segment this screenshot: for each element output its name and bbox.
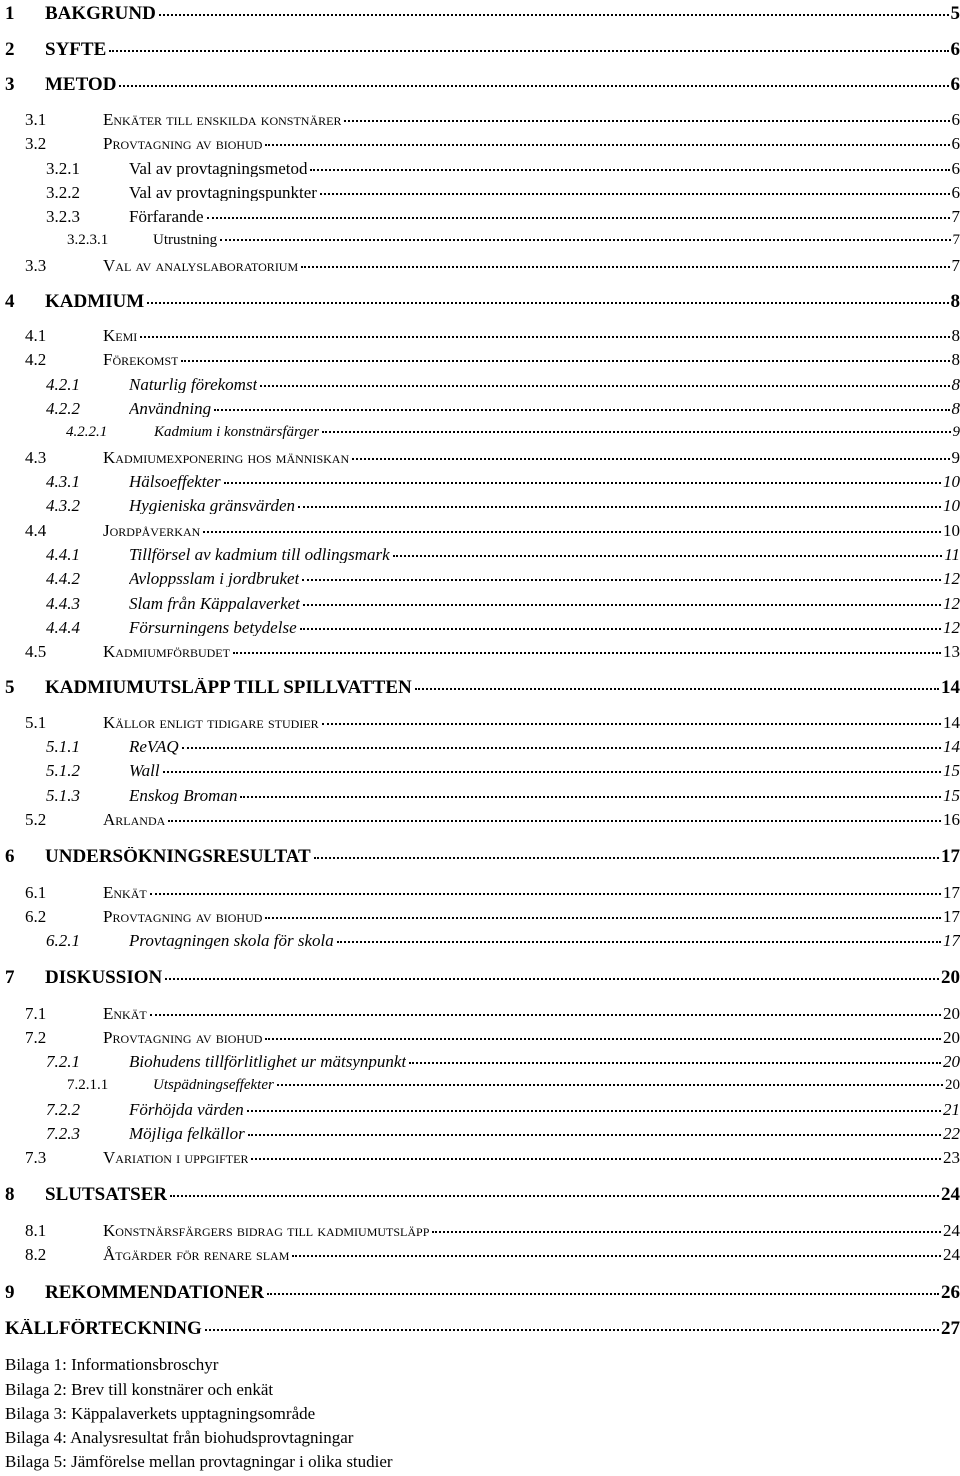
section-number: 3 xyxy=(5,74,15,95)
section-title: Provtagningen skola för skola xyxy=(129,932,334,949)
toc-entry[interactable] xyxy=(0,1246,960,1263)
appendix-item: Bilaga 4: Analysresultat från biohudsprovtagningar xyxy=(5,1428,354,1447)
section-title: Kadmiumexponering hos människan xyxy=(103,449,350,466)
toc-entry[interactable] xyxy=(0,75,960,94)
dot-leader xyxy=(205,1329,939,1331)
section-title: Kadmiumförbudet xyxy=(103,643,230,660)
page-number: 20 xyxy=(943,1052,960,1071)
page-number: 21 xyxy=(943,1100,960,1119)
section-title: Jordpåverkan xyxy=(103,522,201,539)
page-number: 15 xyxy=(943,761,960,780)
dot-leader xyxy=(147,302,948,304)
toc-entry[interactable] xyxy=(0,678,960,697)
section-title: Provtagning av biohud xyxy=(103,1029,263,1046)
dot-leader xyxy=(182,747,941,749)
section-number: 4.4 xyxy=(25,521,47,540)
section-title: ReVAQ xyxy=(129,738,179,755)
toc-entry[interactable] xyxy=(0,968,960,987)
page-number: 8 xyxy=(951,399,960,418)
dot-leader xyxy=(409,1062,941,1064)
section-number: 4.3 xyxy=(25,448,47,467)
section-title: Källor enligt tidigare studier xyxy=(103,714,319,731)
page-number: 27 xyxy=(941,1318,960,1339)
section-title: DISKUSSION xyxy=(45,968,163,987)
section-title: Val av provtagningspunkter xyxy=(129,184,317,201)
page-number: 8 xyxy=(951,350,960,369)
dot-leader xyxy=(298,506,941,508)
section-number: 1 xyxy=(5,3,15,24)
section-title: Utspädningseffekter xyxy=(153,1078,274,1093)
section-title: Val av provtagningsmetod xyxy=(129,160,308,177)
toc-entry[interactable] xyxy=(0,184,960,201)
section-number: 3.3 xyxy=(25,256,47,275)
section-number: 7.3 xyxy=(25,1148,47,1167)
section-number: 3.2.1 xyxy=(46,159,80,178)
toc-entry[interactable] xyxy=(0,619,960,636)
page-number: 7 xyxy=(951,256,960,275)
section-title: Enkät xyxy=(103,884,147,901)
section-title: SYFTE xyxy=(45,40,107,59)
appendix-item: Bilaga 5: Jämförelse mellan provtagningar i olika studier xyxy=(5,1452,393,1471)
section-title: METOD xyxy=(45,75,117,94)
toc-entry[interactable] xyxy=(0,847,960,866)
section-title: Naturlig förekomst xyxy=(129,376,258,393)
page-number: 6 xyxy=(951,110,960,129)
section-title: Wall xyxy=(129,762,160,779)
page-number: 20 xyxy=(943,1004,960,1023)
dot-leader xyxy=(170,1195,939,1197)
dot-leader xyxy=(301,266,949,268)
dot-leader xyxy=(303,604,941,606)
toc-entry[interactable] xyxy=(0,1149,960,1166)
dot-leader xyxy=(415,688,939,690)
dot-leader xyxy=(352,458,949,460)
section-title: Kemi xyxy=(103,327,138,344)
section-title: Förhöjda värden xyxy=(129,1101,244,1118)
section-number: 6.2 xyxy=(25,907,47,926)
dot-leader xyxy=(248,1134,941,1136)
section-number: 4.4.1 xyxy=(46,545,80,564)
appendix-item: Bilaga 1: Informationsbroschyr xyxy=(5,1355,219,1374)
section-number: 5.1.3 xyxy=(46,786,80,805)
dot-leader xyxy=(214,409,949,411)
page-number: 10 xyxy=(943,472,960,491)
page-number: 14 xyxy=(943,737,960,756)
toc-entry[interactable] xyxy=(0,643,960,660)
toc-entry[interactable] xyxy=(0,787,960,804)
toc-entry[interactable] xyxy=(0,714,960,731)
section-title: Försurningens betydelse xyxy=(129,619,297,636)
page-number: 26 xyxy=(941,1282,960,1303)
section-title: UNDERSÖKNINGSRESULTAT xyxy=(45,847,311,866)
section-title: REKOMMENDATIONER xyxy=(45,1283,265,1302)
section-title: Variation i uppgifter xyxy=(103,1149,249,1166)
toc-entry[interactable] xyxy=(0,1185,960,1204)
dot-leader xyxy=(344,120,949,122)
appendix-item: Bilaga 3: Käppalaverkets upptagningsområde xyxy=(5,1404,316,1423)
dot-leader xyxy=(432,1231,941,1233)
section-title: Åtgärder för renare slam xyxy=(103,1246,290,1263)
page-number: 17 xyxy=(943,931,960,950)
toc-entry[interactable] xyxy=(0,1283,960,1302)
dot-leader xyxy=(224,482,941,484)
dot-leader xyxy=(109,50,948,52)
section-number: 4.5 xyxy=(25,642,47,661)
page-number: 23 xyxy=(943,1148,960,1167)
dot-leader xyxy=(251,1158,941,1160)
dot-leader xyxy=(314,857,939,859)
toc-entry[interactable] xyxy=(0,762,960,779)
page-number: 14 xyxy=(943,713,960,732)
page-number: 24 xyxy=(941,1184,960,1205)
section-number: 5.1.1 xyxy=(46,737,80,756)
page-number: 17 xyxy=(943,907,960,926)
dot-leader xyxy=(302,579,941,581)
page-number: 12 xyxy=(943,618,960,637)
dot-leader xyxy=(322,431,950,433)
page-number: 12 xyxy=(943,569,960,588)
section-title: Tillförsel av kadmium till odlingsmark xyxy=(129,546,390,563)
dot-leader xyxy=(140,336,949,338)
section-title: Utrustning xyxy=(153,233,218,248)
page-number: 10 xyxy=(943,521,960,540)
section-number: 4.4.2 xyxy=(46,569,80,588)
dot-leader xyxy=(267,1293,939,1295)
toc-entry[interactable] xyxy=(0,233,960,248)
section-title: BAKGRUND xyxy=(45,4,156,23)
toc-entry[interactable] xyxy=(0,425,960,440)
dot-leader xyxy=(265,917,941,919)
section-title: Slam från Käppalaverket xyxy=(129,595,300,612)
toc-entry[interactable] xyxy=(0,351,960,368)
section-title: Hygieniska gränsvärden xyxy=(129,497,296,514)
page-number: 17 xyxy=(943,883,960,902)
page-number: 12 xyxy=(943,594,960,613)
section-number: 7.2.3 xyxy=(46,1124,80,1143)
page-number: 6 xyxy=(951,134,960,153)
dot-leader xyxy=(207,217,950,219)
section-number: 4.3.2 xyxy=(46,496,80,515)
page-number: 20 xyxy=(943,1028,960,1047)
dot-leader xyxy=(220,239,950,241)
toc-entry[interactable] xyxy=(0,135,960,152)
section-title: Provtagning av biohud xyxy=(103,135,263,152)
toc-entry[interactable] xyxy=(0,327,960,344)
section-number: 7.2.2 xyxy=(46,1100,80,1119)
dot-leader xyxy=(260,385,949,387)
page-number: 24 xyxy=(943,1245,960,1264)
toc-entry[interactable] xyxy=(0,522,960,539)
section-title: Konstnärsfärgers bidrag till kadmiumutsläpp xyxy=(103,1222,430,1239)
section-number: 3.2.3 xyxy=(46,207,80,226)
section-title: Användning xyxy=(129,400,212,417)
dot-leader xyxy=(159,14,949,16)
section-number: 8 xyxy=(5,1184,15,1205)
toc-entry[interactable] xyxy=(0,1125,960,1142)
section-number: 8.2 xyxy=(25,1245,47,1264)
section-title: Provtagning av biohud xyxy=(103,908,263,925)
toc-entry[interactable] xyxy=(0,257,960,274)
section-number: 3.2.2 xyxy=(46,183,80,202)
toc-entry[interactable] xyxy=(0,400,960,417)
page-number: 13 xyxy=(943,642,960,661)
section-number: 3.2 xyxy=(25,134,47,153)
section-title: KADMIUMUTSLÄPP TILL SPILLVATTEN xyxy=(45,678,412,697)
dot-leader xyxy=(277,1084,943,1086)
toc-entry[interactable] xyxy=(0,1029,960,1046)
page-number: 5 xyxy=(950,3,960,24)
section-title: Förfarande xyxy=(129,208,204,225)
section-number: 3.2.3.1 xyxy=(67,232,109,248)
section-title: Avloppsslam i jordbruket xyxy=(129,570,300,587)
section-title: Val av analyslaboratorium xyxy=(103,257,299,274)
toc-entry[interactable] xyxy=(0,1053,960,1070)
toc-entry[interactable] xyxy=(0,908,960,925)
toc-entry[interactable] xyxy=(0,1005,960,1022)
page-number: 14 xyxy=(941,677,960,698)
section-number: 5.1.2 xyxy=(46,761,80,780)
section-number: 4.2.2 xyxy=(46,399,80,418)
dot-leader xyxy=(119,85,948,87)
page-number: 6 xyxy=(950,39,960,60)
dot-leader xyxy=(337,941,941,943)
toc-entry[interactable] xyxy=(0,376,960,393)
toc-entry[interactable] xyxy=(0,1101,960,1118)
toc-entry[interactable] xyxy=(0,160,960,177)
toc-entry[interactable] xyxy=(0,570,960,587)
section-number: 9 xyxy=(5,1282,15,1303)
section-number: 3.1 xyxy=(25,110,47,129)
appendix-item: Bilaga 2: Brev till konstnärer och enkät xyxy=(5,1380,274,1399)
section-number: 4.2.1 xyxy=(46,375,80,394)
section-number: 4.3.1 xyxy=(46,472,80,491)
section-number: 4.1 xyxy=(25,326,47,345)
section-title: KADMIUM xyxy=(45,292,145,311)
toc-entry[interactable] xyxy=(0,884,960,901)
section-number: 4.4.4 xyxy=(46,618,80,637)
dot-leader xyxy=(247,1110,941,1112)
section-title: Hälsoeffekter xyxy=(129,473,221,490)
dot-leader xyxy=(163,771,941,773)
section-number: 4.2.2.1 xyxy=(66,424,108,440)
section-number: 7.2.1.1 xyxy=(67,1077,109,1093)
page-number: 8 xyxy=(951,326,960,345)
dot-leader xyxy=(181,360,949,362)
page-number: 6 xyxy=(951,159,960,178)
page-number: 16 xyxy=(943,810,960,829)
page-number: 20 xyxy=(945,1077,960,1093)
dot-leader xyxy=(233,652,941,654)
section-number: 7.2 xyxy=(25,1028,47,1047)
toc-entry[interactable] xyxy=(0,932,960,949)
section-number: 5.1 xyxy=(25,713,47,732)
toc-entry[interactable] xyxy=(0,473,960,490)
section-number: 6.1 xyxy=(25,883,47,902)
toc-entry[interactable] xyxy=(0,1222,960,1239)
section-number: 4.2 xyxy=(25,350,47,369)
toc-entry[interactable] xyxy=(0,811,960,828)
page-number: 10 xyxy=(943,496,960,515)
dot-leader xyxy=(300,628,941,630)
toc-entry[interactable] xyxy=(0,738,960,755)
dot-leader xyxy=(165,978,939,980)
dot-leader xyxy=(150,893,941,895)
dot-leader xyxy=(320,193,950,195)
section-title: Enkät xyxy=(103,1005,147,1022)
section-number: 7.2.1 xyxy=(46,1052,80,1071)
dot-leader xyxy=(150,1014,941,1016)
page-number: 6 xyxy=(950,74,960,95)
toc-entry[interactable] xyxy=(0,1078,960,1093)
dot-leader xyxy=(322,723,941,725)
section-number: 5 xyxy=(5,677,15,698)
dot-leader xyxy=(203,531,941,533)
section-number: 4.4.3 xyxy=(46,594,80,613)
toc-entry[interactable] xyxy=(0,4,960,23)
section-title: Biohudens tillförlitlighet ur mätsynpunkt xyxy=(129,1053,407,1070)
section-title: Förekomst xyxy=(103,351,179,368)
dot-leader xyxy=(265,1038,941,1040)
section-title: KÄLLFÖRTECKNING xyxy=(5,1319,202,1338)
page-number: 17 xyxy=(941,846,960,867)
page-number: 20 xyxy=(941,967,960,988)
section-title: Enskog Broman xyxy=(129,787,238,804)
toc-entry[interactable] xyxy=(0,595,960,612)
section-number: 6.2.1 xyxy=(46,931,80,950)
section-title: Kadmium i konstnärsfärger xyxy=(154,425,320,440)
section-number: 7.1 xyxy=(25,1004,47,1023)
page-number: 15 xyxy=(943,786,960,805)
page-number: 9 xyxy=(951,448,960,467)
section-title: Möjliga felkällor xyxy=(129,1125,245,1142)
page-number: 8 xyxy=(951,375,960,394)
dot-leader xyxy=(393,555,943,557)
section-title: Arlanda xyxy=(103,811,166,828)
page-number: 9 xyxy=(952,424,960,440)
dot-leader xyxy=(168,820,941,822)
page-number: 8 xyxy=(950,291,960,312)
toc-entry[interactable] xyxy=(0,497,960,514)
dot-leader xyxy=(265,144,949,146)
toc-entry[interactable] xyxy=(0,111,960,128)
toc-entry[interactable] xyxy=(0,546,960,563)
toc-entry[interactable] xyxy=(0,292,960,311)
page-number: 11 xyxy=(944,545,960,564)
section-title: Enkäter till enskilda konstnärer xyxy=(103,111,342,128)
section-number: 8.1 xyxy=(25,1221,47,1240)
page-number: 6 xyxy=(951,183,960,202)
dot-leader xyxy=(292,1255,941,1257)
page-number: 24 xyxy=(943,1221,960,1240)
page-number: 22 xyxy=(943,1124,960,1143)
toc-entry[interactable] xyxy=(0,208,960,225)
page-number: 7 xyxy=(952,232,960,248)
section-number: 5.2 xyxy=(25,810,47,829)
toc-entry[interactable] xyxy=(0,449,960,466)
section-title: SLUTSATSER xyxy=(45,1185,168,1204)
section-number: 7 xyxy=(5,967,15,988)
dot-leader xyxy=(310,169,949,171)
section-number: 4 xyxy=(5,291,15,312)
section-number: 2 xyxy=(5,39,15,60)
toc-entry[interactable] xyxy=(0,40,960,59)
section-number: 6 xyxy=(5,846,15,867)
toc-entry[interactable] xyxy=(0,1319,960,1338)
page-number: 7 xyxy=(951,207,960,226)
dot-leader xyxy=(240,796,941,798)
